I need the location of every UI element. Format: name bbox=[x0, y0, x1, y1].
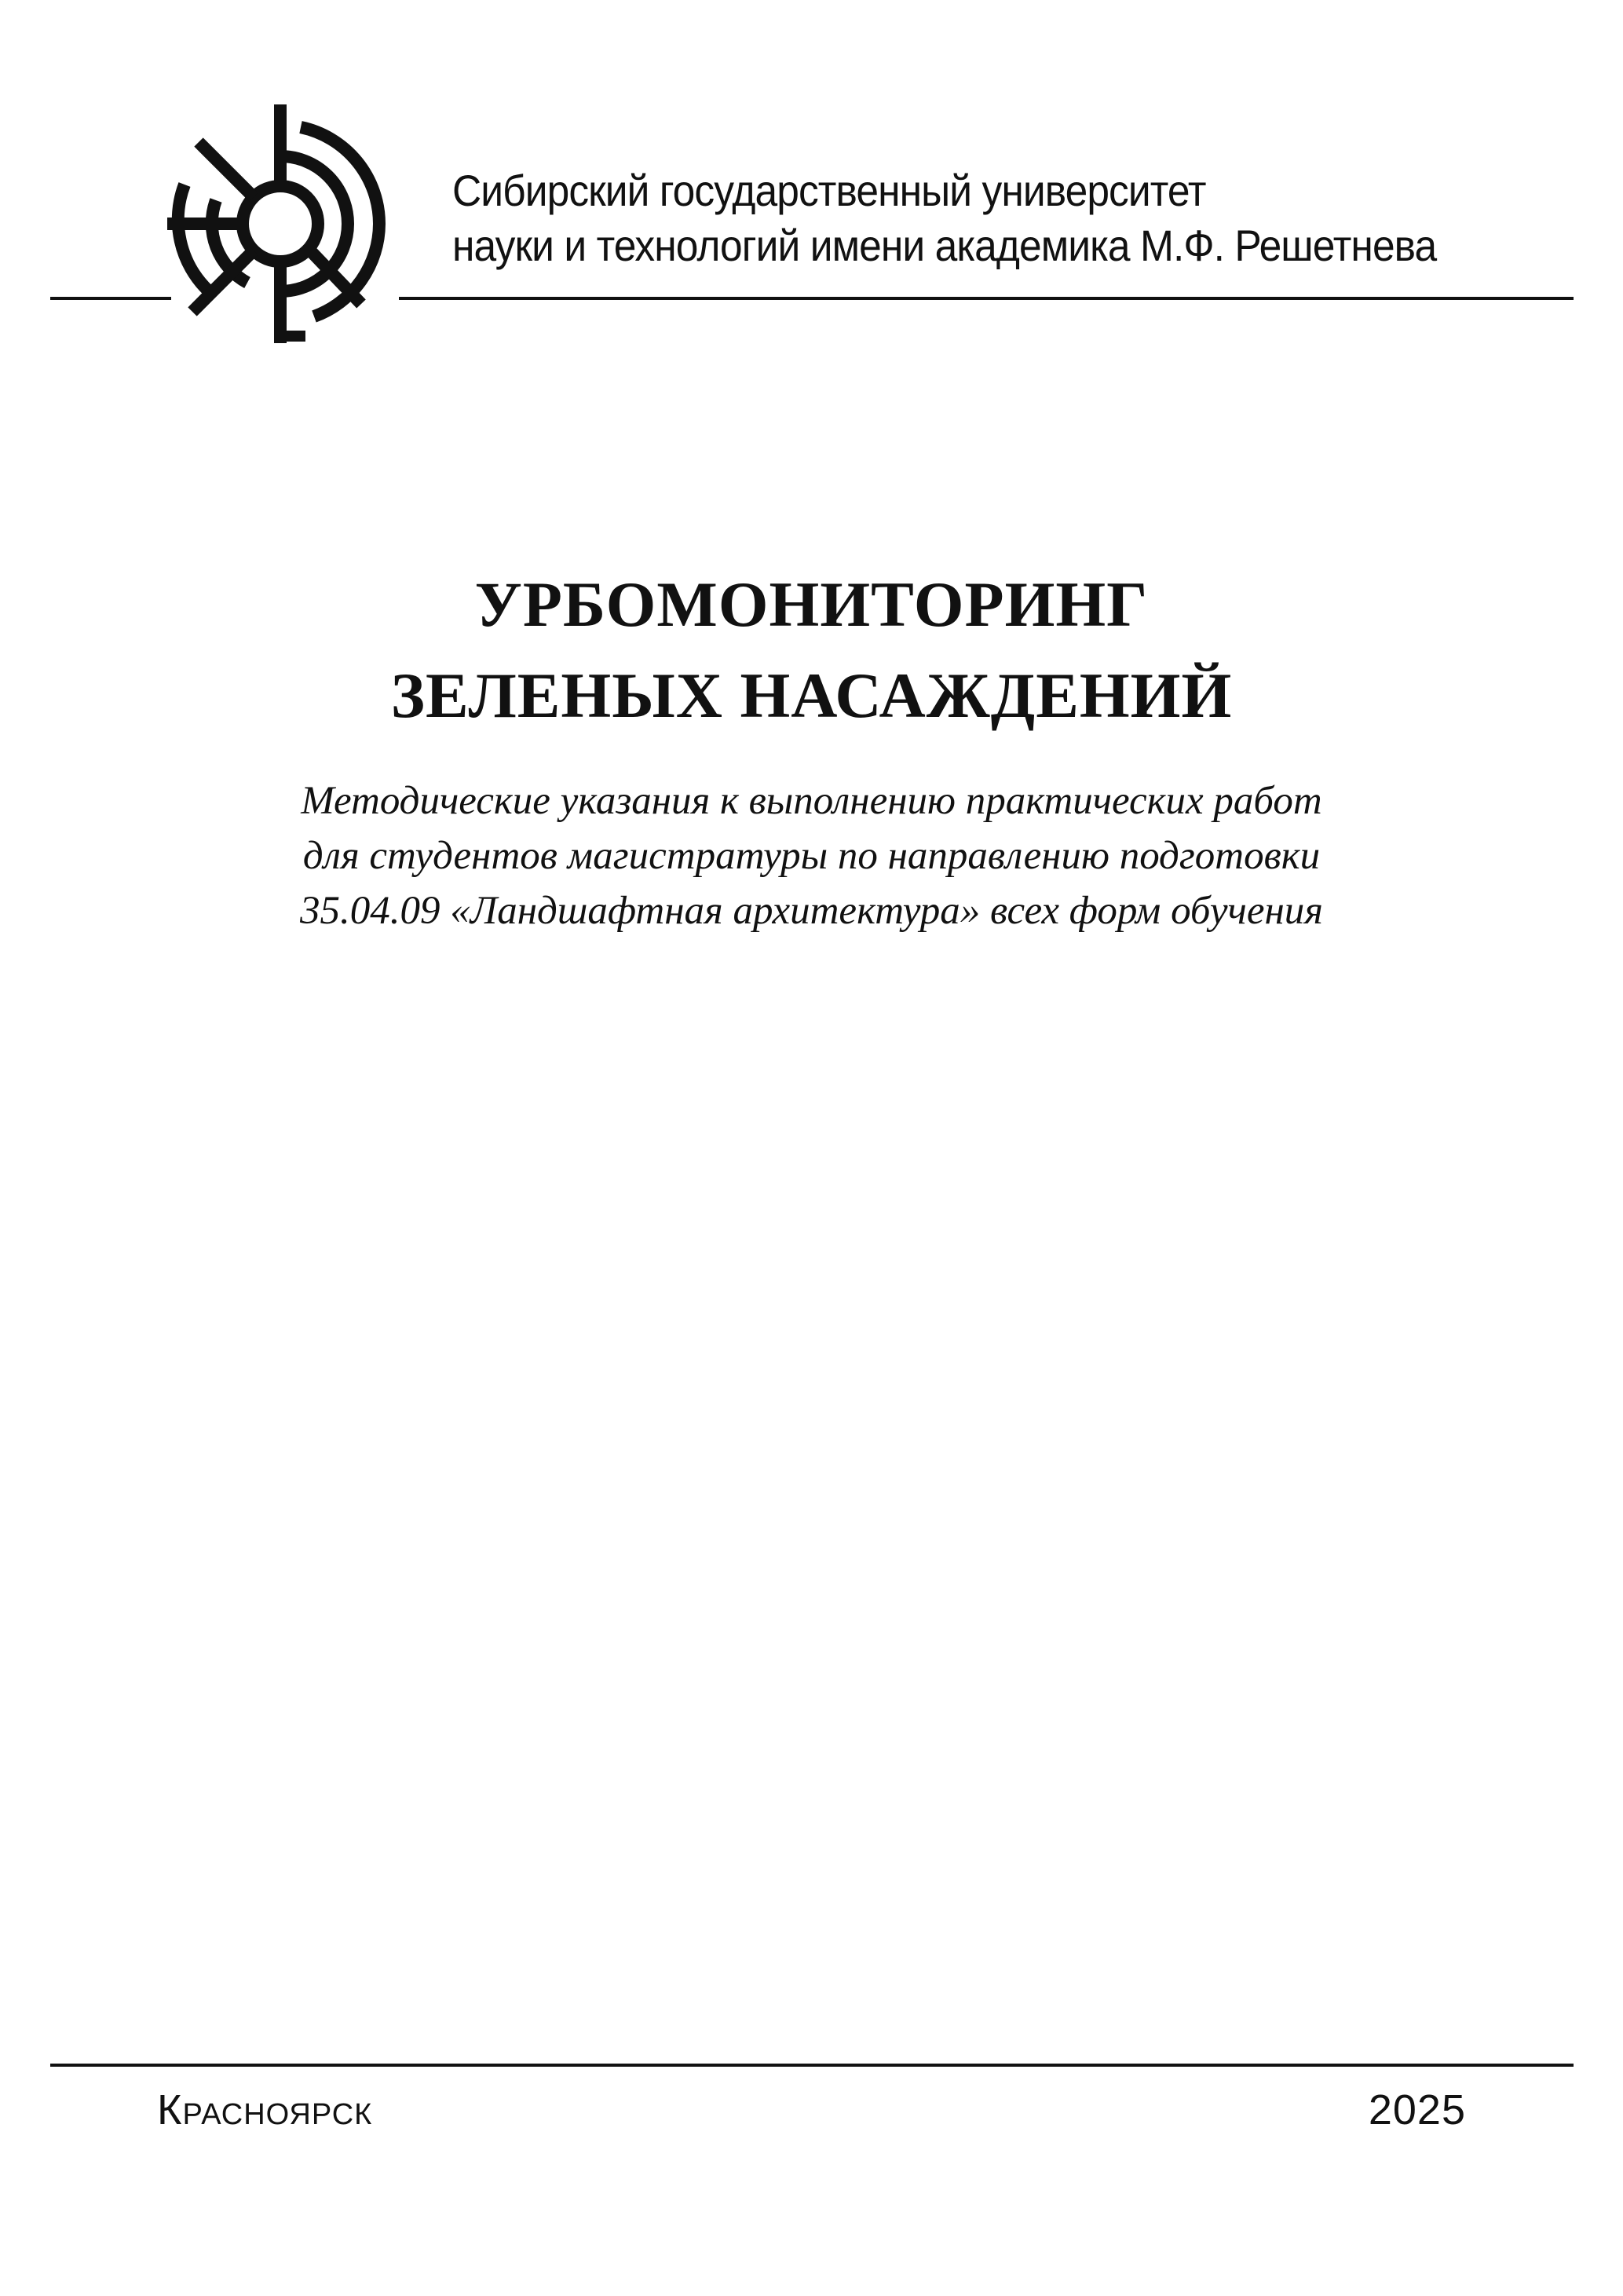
footer-rule bbox=[50, 2064, 1574, 2067]
university-name bbox=[452, 163, 1436, 273]
document-subtitle-line2: для студентов магистратуры по направлению подготовки bbox=[302, 834, 1321, 878]
document-title bbox=[0, 559, 1623, 741]
university-name-line2: науки и технологий имени академика М.Ф. Решетнева bbox=[452, 221, 1437, 270]
document-title-line1: УРБОМОНИТОРИНГ bbox=[474, 569, 1149, 640]
university-emblem-icon bbox=[161, 98, 389, 349]
document-subtitle bbox=[0, 773, 1623, 938]
header-rule-right bbox=[399, 297, 1574, 300]
document-subtitle-line3: 35.04.09 «Ландшафтная архитектура» всех форм обучения bbox=[299, 889, 1324, 933]
footer-year: 2025 bbox=[1368, 2086, 1466, 2133]
footer-city: Красноярск bbox=[157, 2086, 373, 2133]
document-title-line2: ЗЕЛЕНЫХ НАСАЖДЕНИЙ bbox=[390, 660, 1233, 731]
university-name-line1: Сибирский государственный университет bbox=[452, 166, 1206, 215]
document-subtitle-line1: Методические указания к выполнению практических работ bbox=[301, 779, 1322, 823]
header-rule-left bbox=[50, 297, 171, 300]
